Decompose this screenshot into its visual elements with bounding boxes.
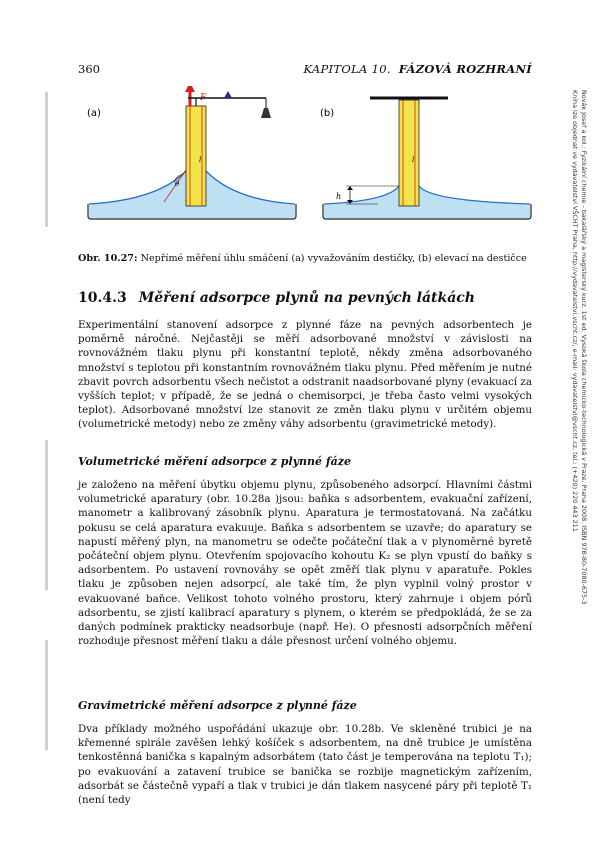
intro-paragraph: Experimentální stanovení adsorpce z plynné fáze na pevných adsorbentech je poměrně náročné. Nejčastěji se měří adsorbované množství v závislosti na rovnovážném tlaku plynu při konstantní teplotě, někdy změna adsorbovaného množství s teplotou při konstantním rovnovážném tlaku plynu. Před měřením je nutné zbavit povrch adsorbentu všech nečistot a odstranit naadsorbované plyny (evakuací za vyšších teplot; v případě, že se jedná o chemisorpci, je třeba často velmi vysokých teplot). Adsorbované množství lze stanovit ze změn tlaku plynu v určitém objemu (volumetrické metody) nebo ze změny váhy adsorbentu (gravimetrické metody). xyxy=(78,319,532,431)
gravimetric-heading: Gravimetrické měření adsorpce z plynné fáze xyxy=(78,699,357,712)
caption-text: Nepřímé měření úhlu smáčení (a) vyvažováním destičky, (b) elevací na destičce xyxy=(140,253,527,264)
volumetric-paragraph: je založeno na měření úbytku objemu plynu, způsobeného adsorpcí. Hlavními částmi volumetrické aparatury (obr. 10.28a )jsou: baňka s adsorbentem, evakuační zařízení, manometr a kalibrovaný zásobník plynu. Aparatura je termostatovaná. Na začátku pokusu se celá aparatura evakuuje. Baňka s adsorbentem se uzavře; do aparatury se napustí měřený plyn, na manometru se odečte počáteční tlak a v plynoměrné byretě počáteční objem plynu. Otevřením spojovacího kohoutu K₂ se plyn vpustí do baňky s adsorbentem. Po ustavení rovnováhy se opět změří tlak plynu v aparatuře. Pokles tlaku je způsoben nejen adsorpcí, ale také tím, že plyn vyplnil volný prostor v evakuované baňce. Velikost tohoto volného prostoru, který zahrnuje i objem pórů adsorbentu, se zjistí kalibrací aparatury s plynem, o kterém se předpokládá, že se za daných podmínek prakticky neadsorbuje (např. He). O přesnosti adsorpčních měření rozhoduje přesnost měření tlaku a dále přesnost určení volného objemu. xyxy=(78,479,532,648)
plate-b xyxy=(399,100,419,206)
caption-label: Obr. 10.27: xyxy=(78,253,138,264)
side-note xyxy=(570,90,588,650)
counterweight xyxy=(261,108,271,118)
angle-label: θ xyxy=(175,180,180,188)
height-label: h xyxy=(336,192,342,201)
balance-pivot xyxy=(224,91,232,98)
page-number: 360 xyxy=(78,62,100,76)
gravimetric-paragraph: Dva příklady možného uspořádání ukazuje obr. 10.28b. Ve skleněné trubici je na křemenné spirále zavěšen lehký košíček s adsorbentem, na dně trubice je umístěna tenkostěnná banička s kapalným adsorbátem (tato část je temperována na teplotu T₁); po evakuování a zatavení trubice se banička se rozbije magnetickým zařízením, adsorbát se částečně vypaří a tlak v trubici je dán tlakem nasycené páry při teplotě T₁ (není tedy xyxy=(78,723,532,807)
panel-b xyxy=(320,98,531,219)
figure-diagram xyxy=(78,86,532,251)
section-number: 10.4.3 xyxy=(78,290,127,306)
panel-b-label: (b) xyxy=(320,108,335,119)
margin-bar xyxy=(45,440,48,590)
section-title: Měření adsorpce plynů na pevných látkách xyxy=(138,290,475,306)
force-label: F xyxy=(200,93,207,103)
force-arrow-head xyxy=(185,86,195,92)
length-label-b: l xyxy=(412,156,415,164)
chapter-name: FÁZOVÁ ROZHRANÍ xyxy=(398,62,532,76)
panel-a-label: (a) xyxy=(87,108,101,119)
section-heading xyxy=(78,290,532,306)
chapter-title xyxy=(303,62,532,76)
figure-10-27 xyxy=(78,86,532,251)
plate-a xyxy=(186,106,206,206)
length-label-a: l xyxy=(199,156,202,164)
side-note-line2: Kniha lze objednat ve vydavatelství VŠCHT Praha, http://vydavatelstvi.vscht.cz/, e-mail: vydavatelstvi@vscht.cz, tel.: (+420) 220 443 211 xyxy=(571,90,579,532)
height-arrow-up xyxy=(347,186,353,190)
side-note-line1: Novák Josef a kol.: Fyzikální chemie - bakalářský a magisterský kurz. 1st ed. Vysoká škola chemicko-technologická v Praze, Praha 2008. ISBN 978-80-7080-675-3 xyxy=(580,90,588,605)
volumetric-heading: Volumetrické měření adsorpce z plynné fáze xyxy=(78,455,351,468)
panel-a xyxy=(87,86,296,219)
page-header xyxy=(78,62,532,78)
margin-bar xyxy=(45,640,48,750)
margin-bar xyxy=(45,92,48,227)
chapter-number: KAPITOLA 10. xyxy=(303,62,391,76)
figure-caption xyxy=(78,253,532,265)
